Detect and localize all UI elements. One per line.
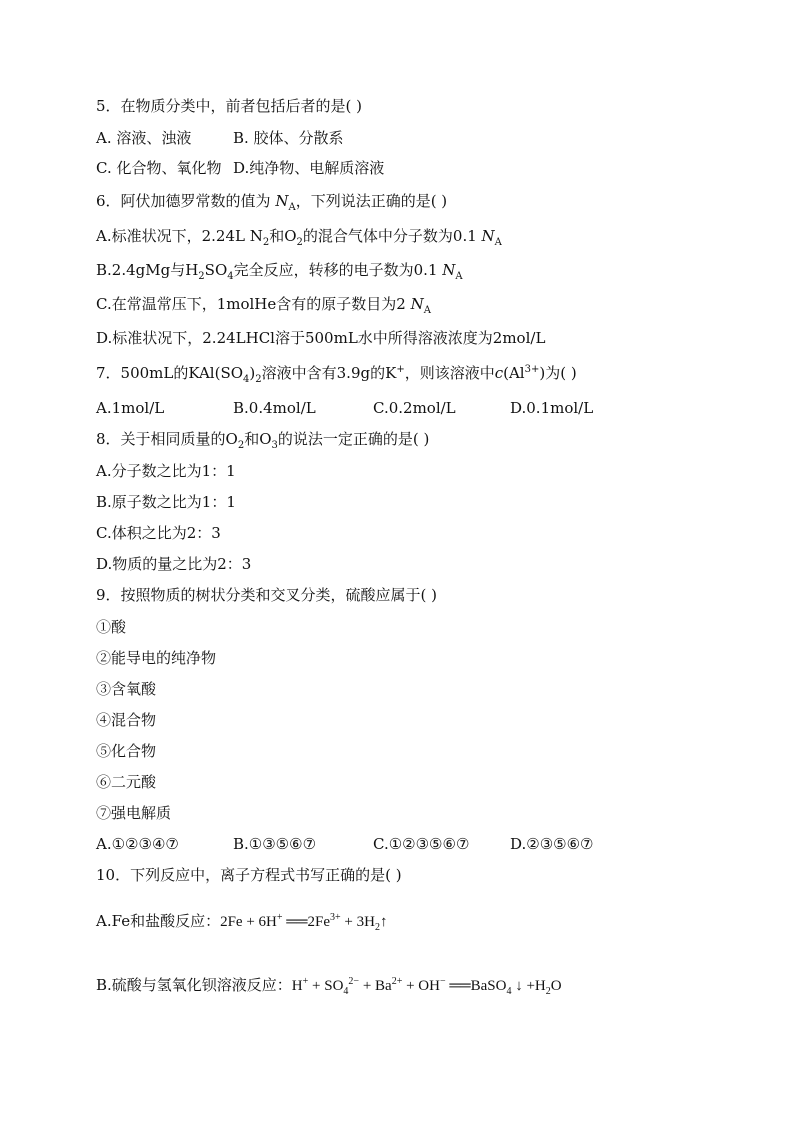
q7-option-c: C.0.2mol/L [373, 399, 456, 417]
q9-item-6: ⑥二元酸 [96, 773, 157, 791]
q7-option-b: B.0.4mol/L [233, 399, 316, 417]
q10-option-b: B.硫酸与氢氧化钡溶液反应：$H^+ + SO_4^{2-} + Ba^{2+} + OH^-$ ══BaSO$_4$ ↓ $+H_2O$ [96, 976, 562, 997]
q9-option-d: D.②③⑤⑥⑦ [510, 835, 594, 853]
q5-stem: 5．在物质分类中，前者包括后者的是( ) [96, 97, 363, 115]
q10-equation-a: 2Fe + 6H+ $══2Fe^{3+}$ + $3H_2↑$ [220, 912, 388, 933]
q8-option-a: A.分子数之比为1：1 [96, 462, 236, 480]
q6-option-b: B.2.4gMg与$H_2SO_4$完全反应，转移的电子数为0.1 $N_A$ [96, 261, 463, 282]
q10-equation-b: $H^+ + SO_4^{2-} + Ba^{2+} + OH^-$ ══BaSO$_4$ ↓ $+H_2O$ [291, 976, 562, 997]
q10-stem: 10．下列反应中，离子方程式书写正确的是( ) [96, 866, 402, 884]
q8-stem: 8．关于相同质量的$O_2$和$O_3$的说法一定正确的是( ) [96, 430, 430, 451]
q8-option-b: B.原子数之比为1：1 [96, 493, 236, 511]
q6-option-c: C.在常温常压下，1molHe含有的原子数目为2 $N_A$ [96, 295, 431, 316]
q9-item-5: ⑤化合物 [96, 742, 157, 760]
q8-option-d: D.物质的量之比为2：3 [96, 555, 252, 573]
q6-option-a: A.标准状况下，2.24L $N_2$和$O_2$的混合气体中分子数为0.1 $N_A$ [96, 227, 502, 248]
q9-item-2: ②能导电的纯净物 [96, 649, 217, 667]
q9-item-4: ④混合物 [96, 711, 157, 729]
q9-item-1: ①酸 [96, 618, 127, 636]
q8-option-c: C.体积之比为2：3 [96, 524, 221, 542]
q5-option-d: D.纯净物、电解质溶液 [233, 159, 385, 177]
na-symbol: N [275, 192, 289, 210]
q7-option-a: A.1mol/L [96, 399, 165, 417]
q9-item-3: ③含氧酸 [96, 680, 157, 698]
q10-option-a: A.Fe和盐酸反应：2Fe + 6H+ $══2Fe^{3+}$ + $3H_2↑$ [96, 912, 388, 933]
q5-option-b: B. 胶体、分散系 [233, 129, 344, 147]
q6-option-d: D.标准状况下，2.24LHCl溶于500mL水中所得溶液浓度为2mol/L [96, 329, 546, 347]
q9-option-a: A.①②③④⑦ [96, 835, 179, 853]
q5-option-a: A. 溶液、浊液 [96, 129, 192, 147]
q7-option-d: D.0.1mol/L [510, 399, 594, 417]
q9-option-b: B.①③⑤⑥⑦ [233, 835, 317, 853]
q5-option-c: C. 化合物、氧化物 [96, 159, 222, 177]
q9-stem: 9．按照物质的树状分类和交叉分类，硫酸应属于( ) [96, 586, 438, 604]
q7-stem: 7．500mL的$KAl(SO_4)_2$溶液中含有3.9g的K+，则该溶液中$c(Al^{3+})$为( ) [96, 364, 577, 385]
q9-option-c: C.①②③⑤⑥⑦ [373, 835, 470, 853]
q6-stem: 6．阿伏加德罗常数的值为 $N_A$，下列说法正确的是( ) [96, 192, 448, 213]
q9-item-7: ⑦强电解质 [96, 804, 172, 822]
